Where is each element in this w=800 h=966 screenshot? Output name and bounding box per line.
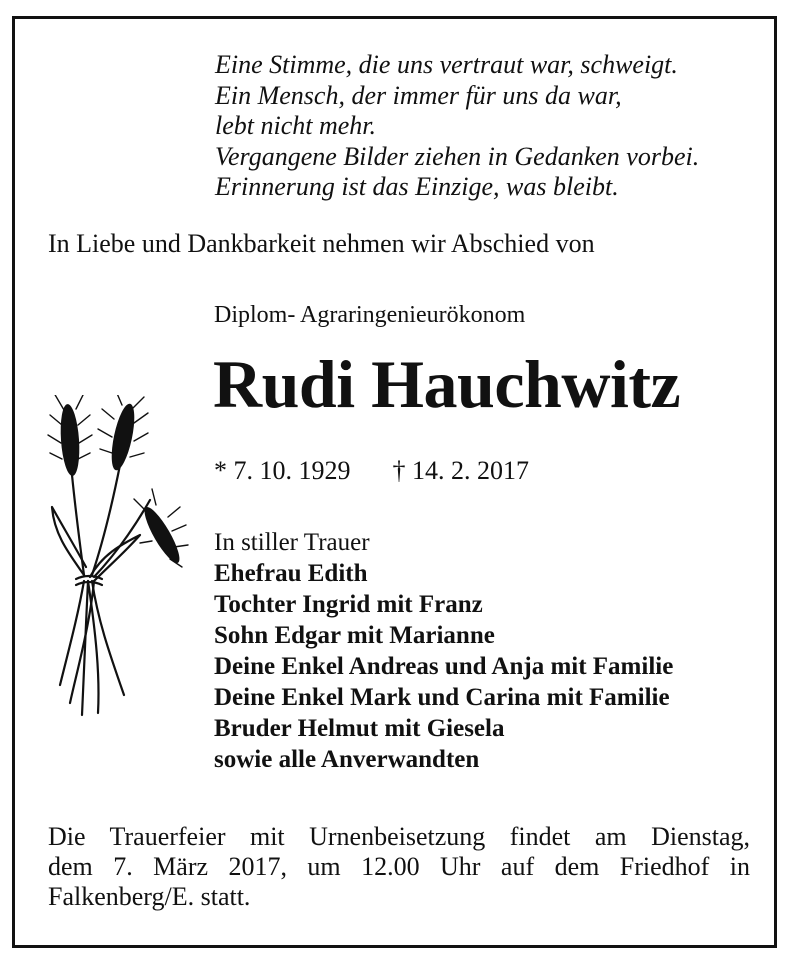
poem-line: Vergangene Bilder ziehen in Gedanken vorbei. xyxy=(215,141,700,171)
notice-line: Falkenberg/E. statt. xyxy=(48,882,251,911)
deceased-name: Rudi Hauchwitz xyxy=(213,346,681,422)
list-item: Tochter Ingrid mit Franz xyxy=(214,591,483,618)
list-item: Ehefrau Edith xyxy=(214,560,368,587)
mourners-heading: In stiller Trauer xyxy=(214,529,370,556)
poem-line: Ein Mensch, der immer für uns da war, xyxy=(215,80,622,110)
death-date: † 14. 2. 2017 xyxy=(392,456,529,485)
poem-line: lebt nicht mehr. xyxy=(215,111,377,140)
wheat-sheaf-icon xyxy=(40,395,190,725)
list-item: Deine Enkel Andreas und Anja mit Familie xyxy=(214,653,674,680)
farewell-intro: In Liebe und Dankbarkeit nehmen wir Abschied von xyxy=(48,229,595,258)
memorial-poem xyxy=(215,50,699,203)
list-item: sowie alle Anverwandten xyxy=(214,746,480,773)
birth-date: * 7. 10. 1929 xyxy=(214,456,351,485)
poem-line: Erinnerung ist das Einzige, was bleibt. xyxy=(215,172,619,201)
list-item: Deine Enkel Mark und Carina mit Familie xyxy=(214,684,670,711)
funeral-notice xyxy=(48,822,750,912)
list-item: Sohn Edgar mit Marianne xyxy=(214,622,495,649)
mourners-list xyxy=(214,527,673,775)
deceased-occupation: Diplom- Agraringenieurökonom xyxy=(214,302,526,328)
life-dates xyxy=(214,456,529,486)
list-item: Bruder Helmut mit Giesela xyxy=(214,715,505,742)
notice-line: Die Trauerfeier mit Urnenbeisetzung findet am Dienstag, xyxy=(48,822,750,851)
notice-line: dem 7. März 2017, um 12.00 Uhr auf dem Friedhof in xyxy=(48,852,750,881)
poem-line: Eine Stimme, die uns vertraut war, schweigt. xyxy=(215,50,678,79)
